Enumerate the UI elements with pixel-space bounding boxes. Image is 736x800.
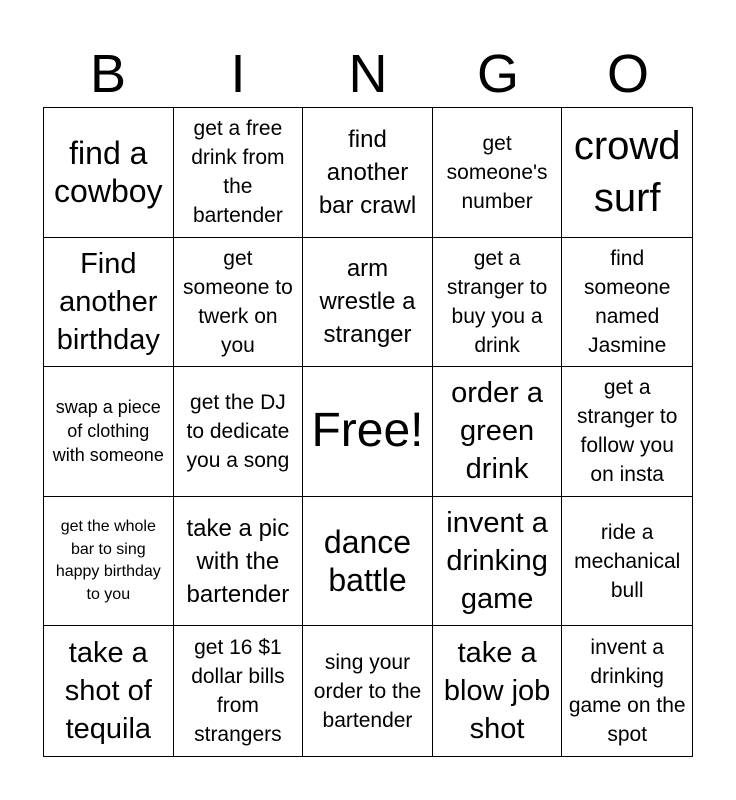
bingo-cell[interactable] [433,238,563,368]
cell-text: swap a piece of clothing with someone [52,397,164,466]
cell-text: order a green drink [451,377,544,486]
cell-text: get the DJ to dedicate you a song [186,390,290,472]
header-letter-g: G [476,44,519,104]
bingo-cell[interactable] [433,497,563,627]
bingo-cell[interactable] [174,108,304,238]
bingo-cell[interactable] [433,626,563,756]
bingo-cell[interactable] [303,497,433,627]
bingo-cell[interactable] [303,238,433,368]
cell-text: get a stranger to buy you a drink [446,246,548,357]
bingo-cell[interactable] [562,238,692,368]
cell-text: get 16 $1 dollar bills from strangers [191,636,285,747]
bingo-cell[interactable] [44,367,174,497]
header-letter-o: O [606,44,649,104]
cell-text: ride a mechanical bull [574,520,681,602]
cell-text: find someone named Jasmine [584,246,671,357]
cell-text: find a cowboy [54,135,163,210]
cell-text: arm wrestle a stranger [319,255,416,349]
header-letter-n: N [348,44,388,104]
cell-text: sing your order to the bartender [313,650,422,732]
cell-text: get someone's number [446,131,548,213]
cell-text: take a shot of tequila [64,637,152,746]
bingo-header [43,40,693,108]
cell-text: invent a drinking game on the spot [568,636,686,747]
cell-text: find another bar crawl [318,125,417,219]
bingo-cell[interactable] [174,238,304,368]
cell-text: Free! [311,404,424,458]
cell-text: dance battle [323,524,412,599]
cell-text: invent a drinking game [446,507,548,616]
cell-text: get someone to twerk on you [183,246,293,357]
cell-text: get the whole bar to sing happy birthday to you [55,518,161,603]
bingo-cell[interactable] [44,108,174,238]
bingo-board [43,107,693,757]
header-letter-i: I [230,44,246,104]
bingo-cell[interactable] [303,626,433,756]
bingo-cell[interactable] [44,626,174,756]
cell-text: get a stranger to follow you on insta [577,376,678,487]
cell-text: Find another birthday [56,247,160,356]
cell-text: crowd surf [573,124,681,221]
bingo-cell[interactable] [174,626,304,756]
cell-text: take a blow job shot [443,637,551,746]
bingo-cell[interactable] [174,497,304,627]
bingo-cell[interactable] [562,108,692,238]
cell-text: take a pic with the bartender [186,514,290,608]
bingo-cell[interactable] [433,367,563,497]
bingo-cell[interactable] [174,367,304,497]
bingo-cell[interactable] [562,367,692,497]
bingo-cell[interactable] [433,108,563,238]
bingo-cell[interactable] [562,497,692,627]
bingo-cell[interactable] [44,238,174,368]
header-letter-b: B [89,44,127,104]
bingo-cell[interactable] [562,626,692,756]
free-space-cell[interactable] [303,367,433,497]
cell-text: get a free drink from the bartender [191,117,285,228]
bingo-cell[interactable] [303,108,433,238]
bingo-cell[interactable] [44,497,174,627]
